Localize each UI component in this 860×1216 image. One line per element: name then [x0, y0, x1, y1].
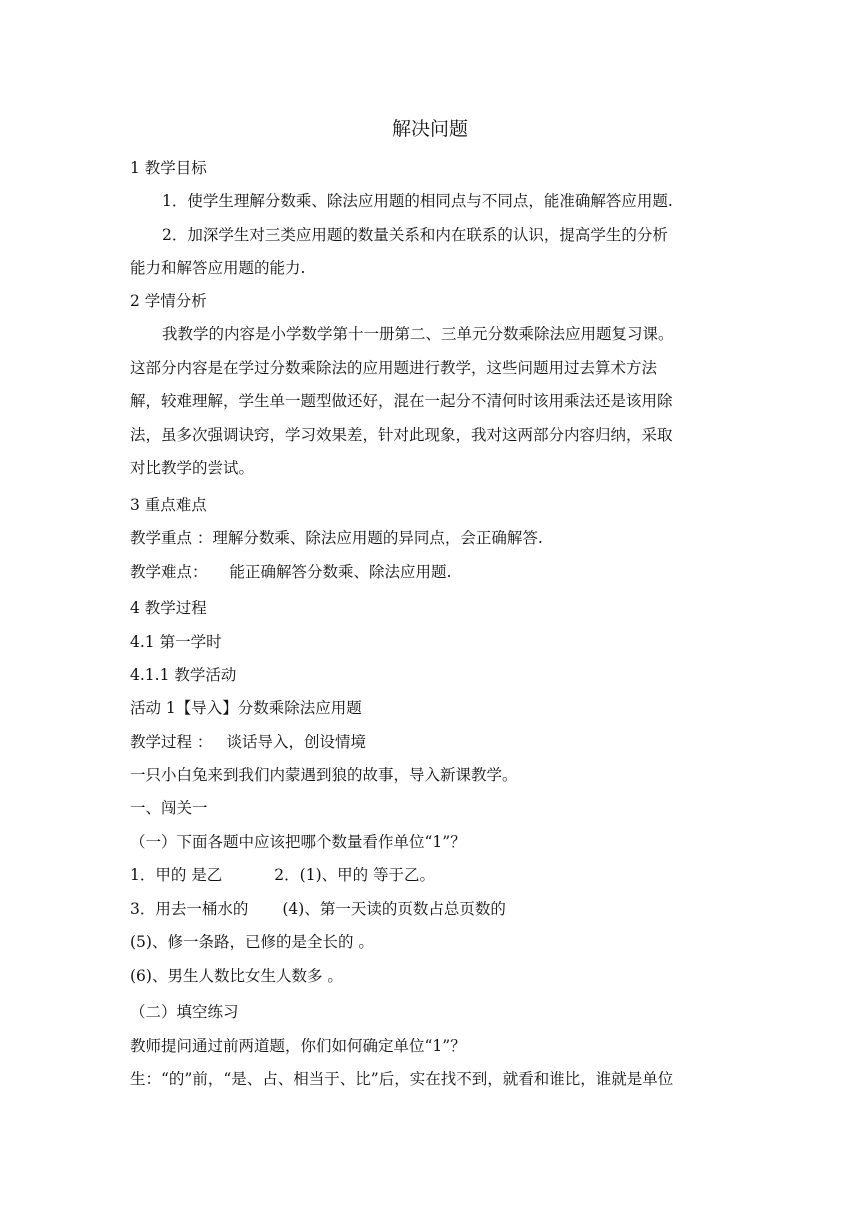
paragraph-objective-2-cont: 能力和解答应用题的能力.	[130, 259, 306, 277]
heading-process: 4 教学过程	[130, 599, 207, 617]
paragraph-analysis-2: 这部分内容是在学过分数乘除法的应用题进行教学，这些问题用过去算术方法	[130, 359, 658, 377]
exercise-3: 3．用去一桶水的	[130, 900, 249, 918]
process-text: 谈话导入，创设情境	[226, 733, 366, 751]
difficulty-text: 能正确解答分数乘、除法应用题.	[229, 563, 452, 581]
paragraph-difficulty	[130, 561, 451, 583]
exercise-1: 1．甲的 是乙	[130, 866, 223, 884]
heading-activities: 4.1.1 教学活动	[130, 666, 237, 684]
activity-1-title: 活动 1【导入】分数乘除法应用题	[130, 699, 362, 717]
heading-level-one: 一、闯关一	[130, 799, 208, 817]
question-unit-one: （一）下面各题中应该把哪个数量看作单位“1”？	[130, 833, 466, 851]
teacher-question: 教师提问通过前两道题，你们如何确定单位“1”？	[130, 1037, 466, 1055]
paragraph-objective-2: 2．加深学生对三类应用题的数量关系和内在联系的认识，提高学生的分析	[162, 226, 668, 244]
exercise-row-1	[130, 864, 435, 886]
heading-fill-in: （二）填空练习	[130, 1003, 239, 1021]
paragraph-analysis-1: 我教学的内容是小学数学第十一册第二、三单元分数乘除法应用题复习课。	[162, 325, 674, 343]
exercise-5: (5)、修一条路，已修的是全长的 。	[130, 933, 374, 951]
exercise-row-2	[130, 898, 506, 920]
exercise-2: 2．(1)、甲的 等于乙。	[274, 866, 436, 884]
paragraph-story: 一只小白兔来到我们内蒙遇到狼的故事，导入新课教学。	[130, 766, 518, 784]
paragraph-analysis-4: 法，虽多次强调诀窍，学习效果差，针对此现象，我对这两部分内容归纳，采取	[130, 426, 673, 444]
document-title: 解决问题	[391, 118, 468, 140]
difficulty-label: 教学难点：	[130, 563, 208, 581]
paragraph-analysis-3: 解，较难理解，学生单一题型做还好，混在一起分不清何时该用乘法还是该用除	[130, 392, 673, 410]
heading-objectives: 1 教学目标	[130, 159, 207, 177]
paragraph-teaching-process	[130, 731, 366, 753]
exercise-4: (4)、第一天读的页数占总页数的	[282, 900, 506, 918]
heading-key-points: 3 重点难点	[130, 496, 207, 514]
heading-analysis: 2 学情分析	[130, 292, 207, 310]
student-answer: 生：“的”前，“是、占、相当于、比”后，实在找不到，就看和谁比，谁就是单位	[130, 1070, 674, 1088]
paragraph-analysis-5: 对比教学的尝试。	[130, 459, 255, 477]
paragraph-key-point: 教学重点 ：理解分数乘、除法应用题的异同点，会正确解答.	[130, 529, 543, 547]
paragraph-objective-1: 1．使学生理解分数乘、除法应用题的相同点与不同点，能准确解答应用题.	[162, 192, 673, 210]
exercise-6: (6)、男生人数比女生人数多 。	[130, 967, 343, 985]
heading-first-period: 4.1 第一学时	[130, 633, 222, 651]
process-label: 教学过程 ：	[130, 733, 213, 751]
